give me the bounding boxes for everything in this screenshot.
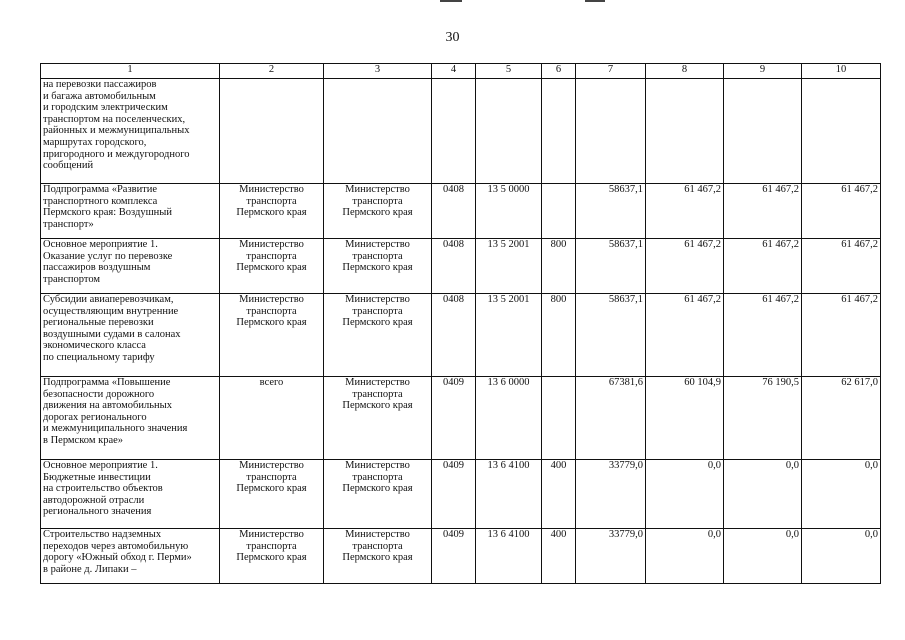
row-name-cell: Субсидии авиаперевозчикам, осуществляющим внутренние региональные перевозки воздушными судами в салонах экономического класса по специальному тарифу [41,294,220,377]
target-article-cell: 13 6 0000 [476,377,542,460]
value-cell-col7: 33779,0 [576,529,646,584]
value-cell-col9: 76 190,5 [724,377,802,460]
section-code-cell: 0408 [432,294,476,377]
value-cell-col8: 60 104,9 [646,377,724,460]
value-cell-col9: 0,0 [724,529,802,584]
value-cell-col8: 61 467,2 [646,239,724,294]
column-header: 8 [646,64,724,79]
table-body [41,79,881,584]
column-header: 6 [542,64,576,79]
column-header: 1 [41,64,220,79]
section-code-cell [432,79,476,184]
row-name-cell: Строительство надземных переходов через автомобильную дорогу «Южный обход г. Перми» в районе д. Липаки – [41,529,220,584]
value-cell-col7: 58637,1 [576,294,646,377]
expense-type-cell [542,377,576,460]
section-code-cell: 0408 [432,184,476,239]
value-cell-col8: 0,0 [646,460,724,529]
expense-type-cell [542,184,576,239]
value-cell-col7: 58637,1 [576,184,646,239]
administrator-cell [324,79,432,184]
column-header: 2 [220,64,324,79]
table-row [41,529,881,584]
administrator-cell: Министерство транспорта Пермского края [324,294,432,377]
target-article-cell: 13 5 0000 [476,184,542,239]
executor-cell: Министерство транспорта Пермского края [220,460,324,529]
executor-cell: Министерство транспорта Пермского края [220,529,324,584]
expense-type-cell: 800 [542,239,576,294]
expense-type-cell: 800 [542,294,576,377]
expense-type-cell: 400 [542,529,576,584]
column-header: 4 [432,64,476,79]
table-row [41,184,881,239]
column-header: 9 [724,64,802,79]
value-cell-col9: 61 467,2 [724,294,802,377]
expense-type-cell: 400 [542,460,576,529]
target-article-cell: 13 5 2001 [476,239,542,294]
column-header: 7 [576,64,646,79]
column-number-header [41,64,881,79]
column-header: 10 [802,64,881,79]
column-header: 3 [324,64,432,79]
table-row [41,294,881,377]
value-cell-col9 [724,79,802,184]
administrator-cell: Министерство транспорта Пермского края [324,184,432,239]
administrator-cell: Министерство транспорта Пермского края [324,239,432,294]
value-cell-col8: 61 467,2 [646,184,724,239]
target-article-cell: 13 6 4100 [476,529,542,584]
table-row [41,377,881,460]
value-cell-col7: 58637,1 [576,239,646,294]
row-name-cell: Основное мероприятие 1. Бюджетные инвестиции на строительство объектов автодорожной отрасли регионального значения [41,460,220,529]
column-header: 5 [476,64,542,79]
value-cell-col9: 61 467,2 [724,184,802,239]
administrator-cell: Министерство транспорта Пермского края [324,377,432,460]
row-name-cell: Подпрограмма «Развитие транспортного комплекса Пермского края: Воздушный транспорт» [41,184,220,239]
value-cell-col8: 61 467,2 [646,294,724,377]
executor-cell: Министерство транспорта Пермского края [220,294,324,377]
value-cell-col10: 61 467,2 [802,239,881,294]
value-cell-col8 [646,79,724,184]
value-cell-col7: 33779,0 [576,460,646,529]
value-cell-col10: 0,0 [802,529,881,584]
target-article-cell [476,79,542,184]
target-article-cell: 13 6 4100 [476,460,542,529]
table-row [41,79,881,184]
scan-mark-right [585,0,605,2]
page-number: 30 [445,30,460,45]
budget-table [40,63,881,584]
value-cell-col7: 67381,6 [576,377,646,460]
value-cell-col9: 0,0 [724,460,802,529]
table-row [41,460,881,529]
value-cell-col10: 61 467,2 [802,184,881,239]
administrator-cell: Министерство транспорта Пермского края [324,529,432,584]
value-cell-col8: 0,0 [646,529,724,584]
row-name-cell: Подпрограмма «Повышение безопасности дорожного движения на автомобильных дорогах регионального и межмуниципального значения в Пермском крае» [41,377,220,460]
executor-cell: Министерство транспорта Пермского края [220,184,324,239]
value-cell-col10: 0,0 [802,460,881,529]
value-cell-col10: 62 617,0 [802,377,881,460]
executor-cell [220,79,324,184]
section-code-cell: 0409 [432,529,476,584]
section-code-cell: 0408 [432,239,476,294]
section-code-cell: 0409 [432,460,476,529]
value-cell-col10 [802,79,881,184]
value-cell-col7 [576,79,646,184]
expense-type-cell [542,79,576,184]
administrator-cell: Министерство транспорта Пермского края [324,460,432,529]
target-article-cell: 13 5 2001 [476,294,542,377]
row-name-cell: на перевозки пассажиров и багажа автомобильным и городским электрическим транспортом на поселенческих, районных и межмуниципальных маршрутах городского, пригородного и междугородного сообщений [41,79,220,184]
row-name-cell: Основное мероприятие 1. Оказание услуг по перевозке пассажиров воздушным транспортом [41,239,220,294]
table-row [41,239,881,294]
executor-cell: всего [220,377,324,460]
scan-mark-left [440,0,462,2]
section-code-cell: 0409 [432,377,476,460]
value-cell-col9: 61 467,2 [724,239,802,294]
executor-cell: Министерство транспорта Пермского края [220,239,324,294]
value-cell-col10: 61 467,2 [802,294,881,377]
